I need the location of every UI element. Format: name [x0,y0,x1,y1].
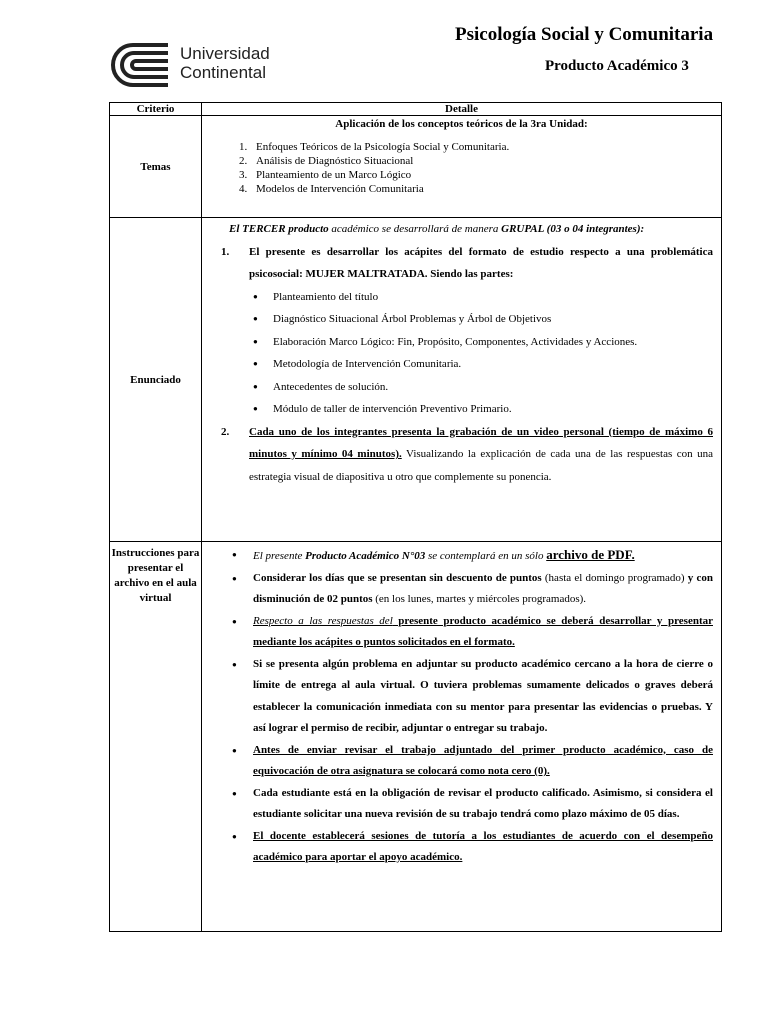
row-enunciado: Enunciado El TERCER producto académico se desarrollará de manera GRUPAL (03 o 04 integrantes): 1. El presente es desarrollar los acápites del formato de estudio respecto a una problemática psicosocial: MUJER MALTRATADA. Siendo las partes: ● Planteamiento del título ● Diagnóstico Situacional Árbol Problemas y Árbol de Objetivos ● Elaboración Marco Lógico: Fin, Propósito, Componentes, Actividades y Acciones. ● Metodología de Intervención Comunitaria. ● Antecedentes de solución. ● Módulo de taller de intervención Preventivo Primario. 2. Cada uno de los integrantes presenta la grabación de un video personal (tiempo de máximo 6 minutos y mínimo 04 minutos). Visualizando la explicación de cada una de las respuestas con una estrategia visual de diapositiva u otro que complemente su ponencia. [110,218,722,542]
instrucciones-label: Instrucciones para presentar el archivo en el aula virtual [111,547,200,604]
enunciado-label: Enunciado [130,373,181,386]
row-instrucciones [110,542,722,932]
university-logo [108,40,283,90]
list-item: ● Antecedentes de solución. [245,376,713,399]
enunciado-intro: El TERCER producto académico se desarrollará de manera GRUPAL (03 o 04 integrantes): [229,223,645,235]
enunciado-point-1: El presente es desarrollar los acápites del formato de estudio respecto a una problemática psicosocial: MUJER MALTRATADA. Siendo las partes: [249,245,713,280]
list-item: ● Metodología de Intervención Comunitaria. [245,353,713,376]
temas-label: Temas [140,160,171,173]
list-item: ● Respecto a las respuestas del presente producto académico se deberá desarrollar y presentar mediante los acápites o puntos solicitados en el formato. [228,611,713,654]
list-item: 1. Enfoques Teóricos de la Psicología Social y Comunitaria. [250,140,721,154]
list-item: ● Si se presenta algún problema en adjuntar su producto académico cercano a la hora de cierre o límite de entrega al aula virtual. O tuviera problemas sumamente delicados o graves deberá establecer la comunicación inmediata con su mentor para presentar las evidencias o pruebas. Y así lograr el permiso de recibir, adjuntar o entregar su trabajo. [228,654,713,740]
list-item: ● Antes de enviar revisar el trabajo adjuntado del primer producto académico, caso de equivocación de otra asignatura se colocará como nota cero (0). [228,740,713,783]
enunciado-point-2: Cada uno de los integrantes presenta la grabación de un video personal (tiempo de máximo 6 minutos y mínimo 04 minutos). Visualizando la explicación de cada una de las respuestas con una estrategia visual de diapositiva u otro que complemente su ponencia. [249,425,713,483]
list-item: ● Planteamiento del título [245,286,713,309]
temas-list [202,140,721,196]
criteria-table [109,102,722,932]
list-item: ● El docente establecerá sesiones de tutoría a los estudiantes de acuerdo con el desempeño académico para aportar el apoyo académico. [228,826,713,869]
list-item: 4. Modelos de Intervención Comunitaria [250,182,721,196]
list-item: ● Cada estudiante está en la obligación de revisar el producto calificado. Asimismo, si considera el estudiante solicitar una nueva revisión de su trabajo tendrá como plazo máximo de 05 días. [228,783,713,826]
enunciado-parts-list [229,286,713,421]
instrucciones-list [228,544,713,869]
logo-mark-icon [108,40,172,90]
list-item: 2. Análisis de Diagnóstico Situacional [250,154,721,168]
list-item: ● Módulo de taller de intervención Preventivo Primario. [245,398,713,421]
list-item: ● Elaboración Marco Lógico: Fin, Propósito, Componentes, Actividades y Acciones. [245,331,713,354]
logo-line2: Continental [180,63,267,82]
list-item: ● El presente Producto Académico N°03 se contemplará en un sólo archivo de PDF. [228,544,713,568]
list-item: ● Diagnóstico Situacional Árbol Problemas y Árbol de Objetivos [245,308,713,331]
list-item: 3. Planteamiento de un Marco Lógico [250,168,721,182]
row-temas [110,116,722,218]
header-detalle: Detalle [202,103,722,116]
logo-line1: Universidad [180,44,270,63]
course-title: Psicología Social y Comunitaria [455,24,714,45]
product-subtitle: Producto Académico 3 [545,58,689,74]
temas-title: Aplicación de los conceptos teóricos de la 3ra Unidad: [335,118,588,130]
list-item: ● Considerar los días que se presentan sin descuento de puntos (hasta el domingo programado) y con disminución de 02 puntos (en los lunes, martes y miércoles programados). [228,568,713,611]
header-criterio: Criterio [110,103,202,116]
